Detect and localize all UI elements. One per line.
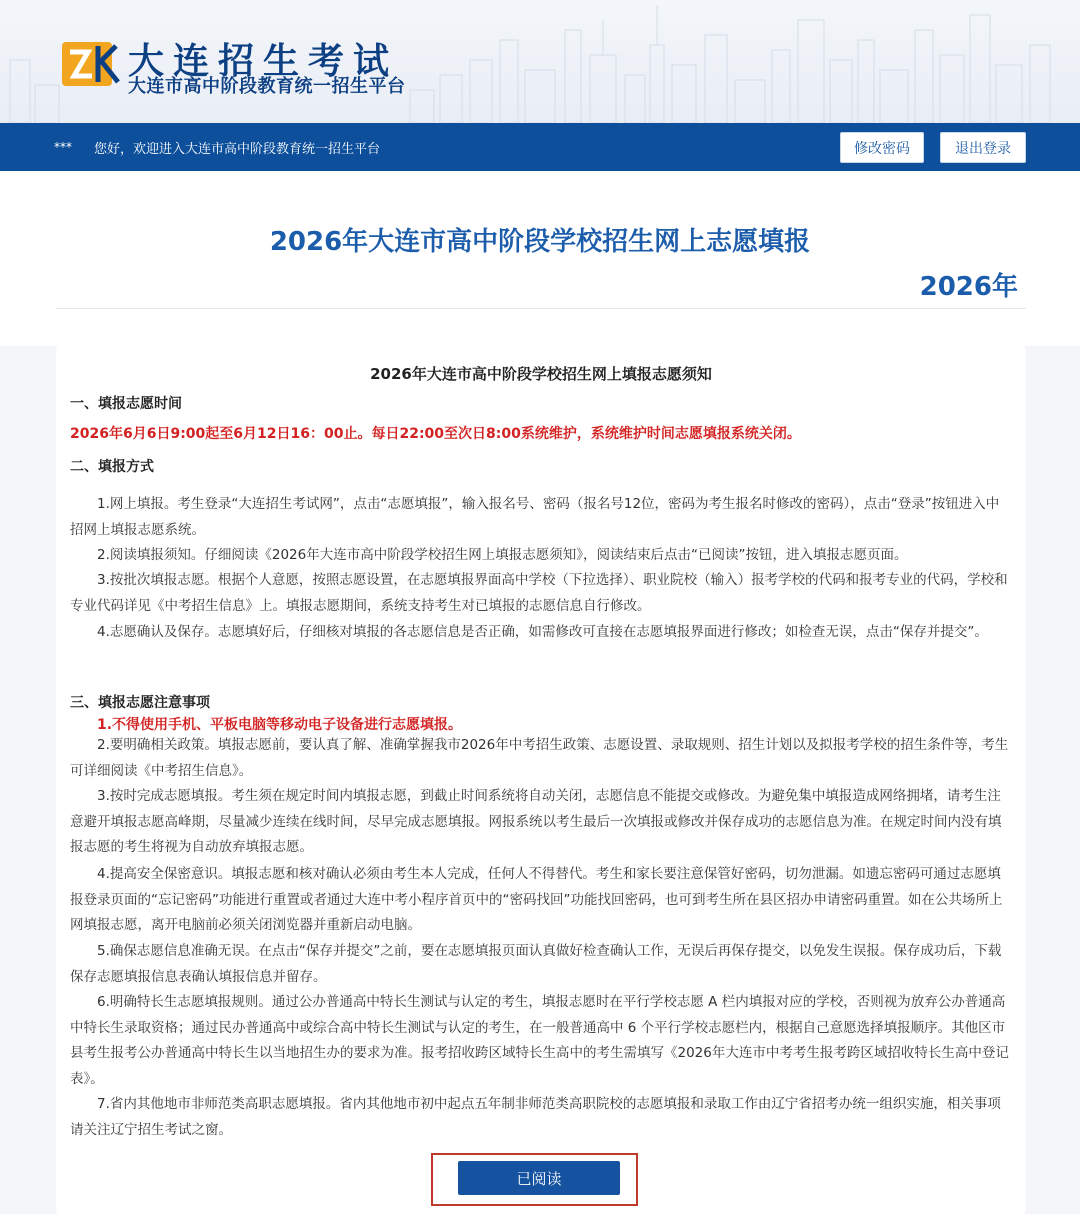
notice-panel [56, 346, 1026, 1214]
notice-item-2: 2.要明确相关政策。填报志愿前，要认真了解、准确掌握我市2026年中考招生政策、志愿设置、录取规则、招生计划以及拟报考学校的招生条件等，考生可详细阅读《中考招生信息》。 [70, 737, 1009, 779]
already-read-button[interactable]: 已阅读 [458, 1161, 620, 1195]
title-divider [56, 308, 1026, 309]
welcome-text: 您好，欢迎进入大连市高中阶段教育统一招生平台 [94, 141, 381, 157]
notice-item-5: 5.确保志愿信息准确无误。在点击“保存并提交”之前，要在志愿填报页面认真做好检查确认工作，无误后再保存提交，以免发生误报。保存成功后，下载保存志愿填报信息表确认填报信息并留存。 [70, 943, 1002, 985]
section-2-heading: 二、填报方式 [70, 459, 154, 475]
notice-item-3: 3.按时完成志愿填报。考生须在规定时间内填报志愿，到截止时间系统将自动关闭，志愿信息不能提交或修改。为避免集中填报造成网络拥堵，请考生注意避开填报志愿高峰期，尽量减少连续在线时间，尽早完成志愿填报。网报系统以考生最后一次填报或修改并保存成功的志愿信息为准。在规定时间内没有填报志愿的考生将视为自动放弃填报志愿。 [70, 788, 1002, 855]
top-navbar [0, 123, 1080, 171]
filing-time-text: 2026年6月6日9:00起至6月12日16：00止。每日22:00至次日8:00系统维护，系统维护时间志愿填报系统关闭。 [70, 426, 801, 442]
dalian-exam-logo-icon [62, 38, 122, 90]
main-content [0, 171, 1080, 1214]
method-item-2: 2.阅读填报须知。仔细阅读《2026年大连市高中阶段学校招生网上填报志愿须知》，阅读结束后点击“已阅读”按钮，进入填报志愿页面。 [97, 547, 908, 563]
method-item-4: 4.志愿确认及保存。志愿填好后，仔细核对填报的各志愿信息是否正确，如需修改可直接在志愿填报界面进行修改；如检查无误，点击“保存并提交”。 [97, 624, 988, 640]
notice-item-4: 4.提高安全保密意识。填报志愿和核对确认必须由考生本人完成，任何人不得替代。考生和家长要注意保管好密码，切勿泄漏。如遗忘密码可通过志愿填报登录页面的“忘记密码”功能进行重置或者通过大连中考小程序首页中的“密码找回”功能找回密码，也可到考生所在县区招办申请密码重置。如在公共场所上网填报志愿，离开电脑前必须关闭浏览器并重新启动电脑。 [70, 866, 1003, 933]
change-password-button[interactable]: 修改密码 [840, 132, 924, 163]
method-item-1: 1.网上填报。考生登录“大连招生考试网”，点击“志愿填报”，输入报名号、密码（报名号12位，密码为考生报名时修改的密码），点击“登录”按钮进入中招网上填报志愿系统。 [70, 496, 1000, 538]
logout-button[interactable]: 退出登录 [940, 132, 1026, 163]
notice-title: 2026年大连市高中阶段学校招生网上填报志愿须知 [370, 365, 712, 383]
masked-username: *** [54, 140, 72, 154]
year-label: 2026年 [919, 272, 1018, 302]
page-title: 2026年大连市高中阶段学校招生网上志愿填报 [269, 227, 811, 257]
section-3-heading: 三、填报志愿注意事项 [70, 695, 210, 711]
no-mobile-warning: 1.不得使用手机、平板电脑等移动电子设备进行志愿填报。 [97, 717, 463, 733]
brand-subtitle: 大连市高中阶段教育统一招生平台 [128, 76, 406, 97]
brand-name: 大连招生考试 [128, 41, 399, 82]
method-item-3: 3.按批次填报志愿。根据个人意愿，按照志愿设置，在志愿填报界面高中学校（下拉选择）、职业院校（输入）报考学校的代码和报考专业的代码，学校和专业代码详见《中考招生信息》上。填报志愿期间，系统支持考生对已填报的志愿信息自行修改。 [70, 572, 1008, 614]
section-1-heading: 一、填报志愿时间 [70, 396, 182, 412]
notice-item-7: 7.省内其他地市非师范类高职志愿填报。省内其他地市初中起点五年制非师范类高职院校的志愿填报和录取工作由辽宁省招考办统一组织实施，相关事项请关注辽宁招生考试之窗。 [70, 1096, 1001, 1138]
header-banner [0, 0, 1080, 123]
title-area [0, 171, 1080, 346]
notice-item-6: 6.明确特长生志愿填报规则。通过公办普通高中特长生测试与认定的考生，填报志愿时在平行学校志愿 A 栏内填报对应的学校，否则视为放弃公办普通高中特长生录取资格；通过民办普通高中或综合高中特长生测试与认定的考生，在一般普通高中 6 个平行学校志愿栏内，根据自己意愿选择填报顺序。其他区市县考生报考公办普通高中特长生以当地招生办的要求为准。报考招收跨区域特长生高中的考生需填写《2026年大连市中考考生报考跨区域招收特长生高中登记表》。 [70, 994, 1009, 1087]
